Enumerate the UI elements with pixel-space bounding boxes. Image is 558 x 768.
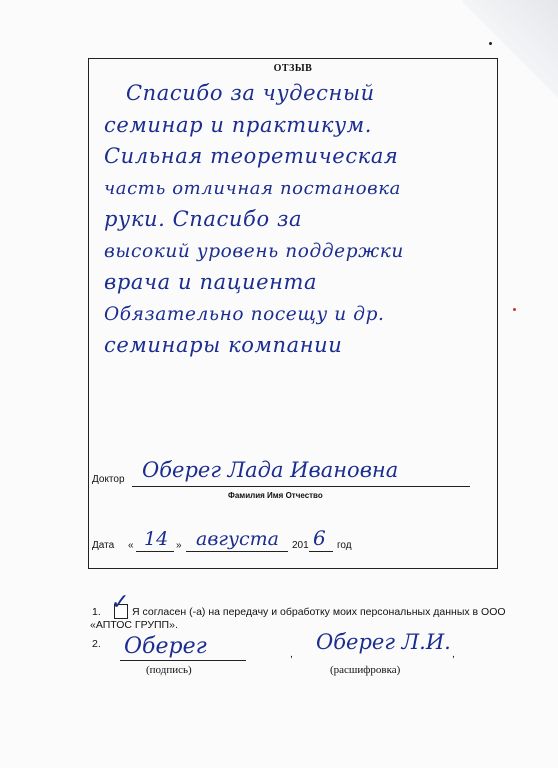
consent-item1-text: Я согласен (-а) на передачу и обработку моих персональных данных в ООО «АПТОС ГРУПП».	[90, 606, 506, 631]
signature-underline	[120, 660, 246, 661]
month-underline	[186, 551, 288, 552]
year-suffix: 6	[313, 526, 326, 550]
form-title: ОТЗЫВ	[273, 63, 313, 74]
feedback-line: врача и пациента	[104, 270, 318, 294]
year-prefix: 201	[292, 540, 309, 551]
consent-item1-number: 1.	[92, 606, 101, 618]
date-day: 14	[144, 528, 169, 550]
date-open-quote: «	[128, 540, 134, 551]
decoded-signature: Оберег Л.И.	[316, 630, 451, 654]
consent-item2-number: 2.	[92, 638, 101, 650]
decoding-comma: ,	[452, 648, 455, 660]
feedback-line: Спасибо за чудесный	[126, 81, 375, 105]
ink-dot	[489, 42, 492, 45]
date-close-quote: »	[176, 540, 182, 551]
signature-comma: ,	[290, 648, 293, 660]
date-month: августа	[196, 528, 279, 550]
date-label: Дата	[92, 540, 115, 551]
year-word: год	[337, 540, 352, 551]
doctor-label: Доктор	[92, 474, 125, 485]
feedback-line: руки. Спасибо за	[104, 207, 303, 231]
signature: Оберег	[124, 634, 207, 659]
decoding-caption: (расшифровка)	[330, 664, 401, 676]
feedback-line: семинар и практикум.	[104, 112, 373, 137]
feedback-line: высокий уровень поддержки	[104, 240, 404, 262]
feedback-line: семинары компании	[104, 333, 343, 357]
checkmark-icon: ✓	[111, 590, 130, 615]
day-underline	[136, 551, 174, 552]
doctor-underline	[132, 486, 470, 487]
signature-caption: (подпись)	[146, 664, 192, 676]
feedback-line: Обязательно посещу и др.	[104, 303, 385, 325]
feedback-line: часть отличная постановка	[104, 177, 401, 199]
handwritten-feedback	[104, 78, 524, 362]
doctor-name: Оберег Лада Ивановна	[142, 458, 399, 482]
year-underline	[309, 551, 333, 552]
feedback-line: Сильная теоретическая	[104, 144, 399, 168]
feedback-frame-bottom	[88, 568, 498, 569]
fio-caption: Фамилия Имя Отчество	[228, 491, 323, 500]
